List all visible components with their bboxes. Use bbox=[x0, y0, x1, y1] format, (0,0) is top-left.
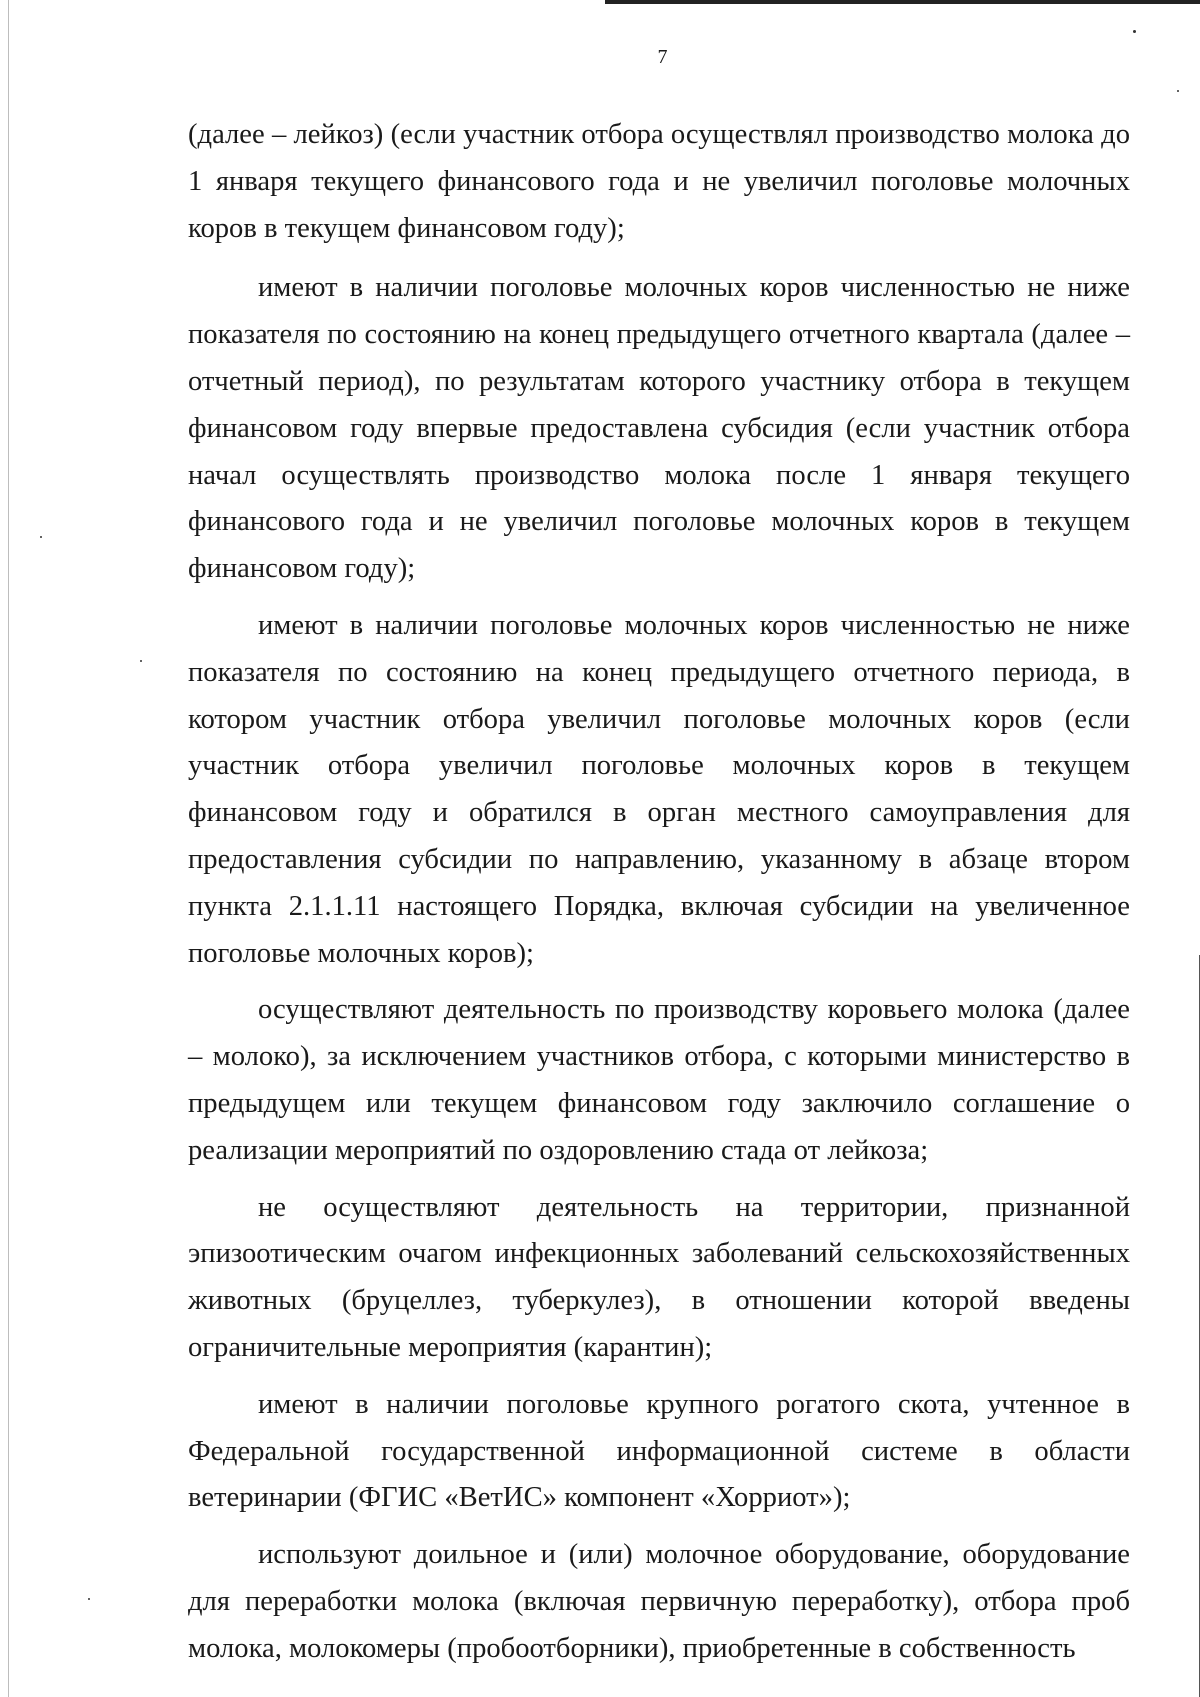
scan-speck bbox=[1177, 90, 1179, 92]
paragraph: используют доильное и (или) молочное оборудование, оборудование для переработки молока (включая первичную переработку), отбора проб молока, молокомеры (пробоотборники), приобретенные в собственность bbox=[188, 1539, 1130, 1664]
scan-border-top bbox=[605, 0, 1200, 4]
scan-speck bbox=[140, 660, 142, 662]
scan-border-left bbox=[8, 0, 9, 1697]
paragraph: не осуществляют деятельность на территории, признанной эпизоотическим очагом инфекционных заболеваний сельскохозяйственных животных (бруцеллез, туберкулез), в отношении которой введены ограничительные мероприятия (карантин); bbox=[188, 1191, 1130, 1363]
document-body bbox=[188, 112, 1130, 1673]
paragraph: имеют в наличии поголовье крупного рогатого скота, учтенное в Федеральной государственной информационной системе в области ветеринарии (ФГИС «ВетИС» компонент «Хорриот»); bbox=[188, 1388, 1130, 1514]
scan-speck bbox=[88, 1598, 90, 1600]
paragraph: имеют в наличии поголовье молочных коров численностью не ниже показателя по состоянию на конец предыдущего отчетного периода, в котором участник отбора увеличил поголовье молочных коров (если участник отбора увеличил поголовье молочных коров в текущем финансовом году и обратился в орган местного самоуправления для предоставления субсидии по направлению, указанному в абзаце втором пункта 2.1.1.11 настоящего Порядка, включая субсидии на увеличенное поголовье молочных коров); bbox=[188, 609, 1130, 969]
scan-speck bbox=[1133, 30, 1136, 33]
paragraph: имеют в наличии поголовье молочных коров численностью не ниже показателя по состоянию на конец предыдущего отчетного квартала (далее – отчетный период), по результатам которого участнику отбора в текущем финансовом году впервые предоставлена субсидия (если участник отбора начал осуществлять производство молока после 1 января текущего финансового года и не увеличил поголовье молочных коров в текущем финансовом году); bbox=[188, 272, 1130, 585]
paragraph: (далее – лейкоз) (если участник отбора осуществлял производство молока до 1 января текущего финансового года и не увеличил поголовье молочных коров в текущем финансовом году); bbox=[188, 119, 1130, 244]
paragraph: осуществляют деятельность по производству коровьего молока (далее – молоко), за исключением участников отбора, с которыми министерство в предыдущем или текущем финансовом году заключило соглашение о реализации мероприятий по оздоровлению стада от лейкоза; bbox=[188, 994, 1130, 1166]
page-number: 7 bbox=[657, 46, 668, 68]
scan-speck bbox=[40, 536, 42, 538]
